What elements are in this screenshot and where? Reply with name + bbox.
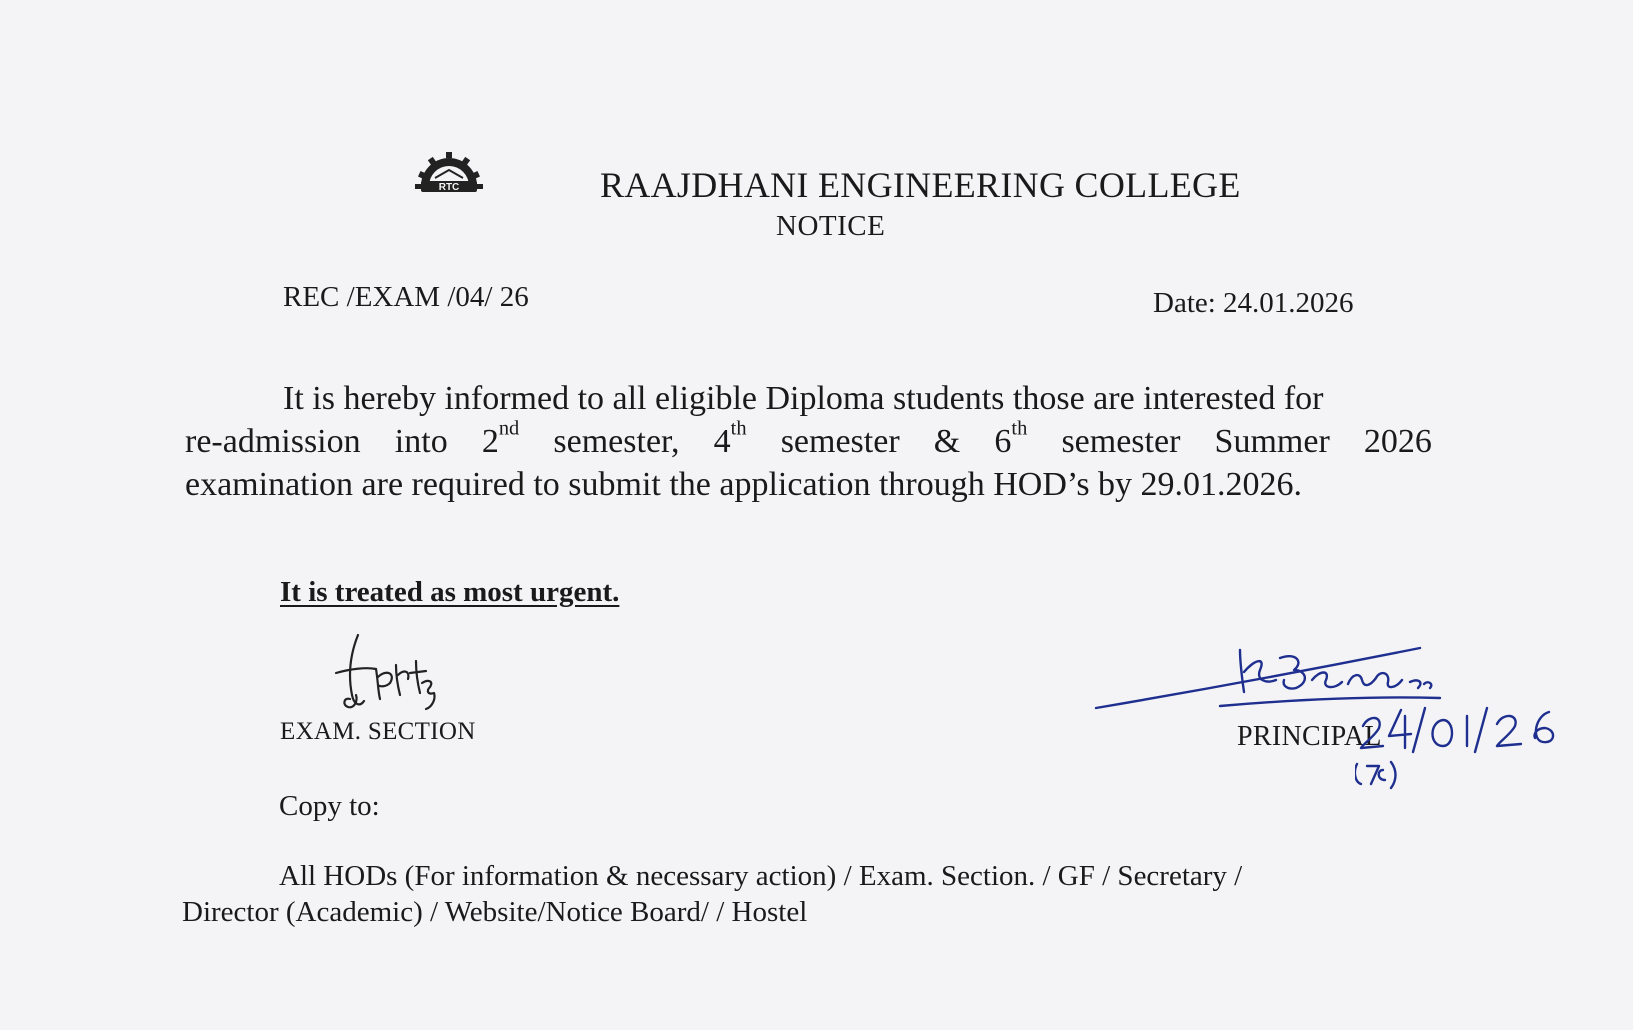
body-word: & [933, 423, 961, 460]
college-name: RAAJDHANI ENGINEERING COLLEGE [600, 165, 1241, 205]
body-line-1: It is hereby informed to all eligible Diploma students those are interested for [283, 380, 1324, 417]
notice-date: Date: 24.01.2026 [1153, 287, 1354, 319]
body-word: semester [1061, 423, 1181, 460]
urgent-note: It is treated as most urgent. [280, 576, 620, 608]
body-line-2 [185, 417, 1432, 463]
body-word: re-admission [185, 423, 361, 460]
distribution-line-1: All HODs (For information & necessary action) / Exam. Section. / GF / Secretary / [279, 860, 1243, 892]
body-word: into [394, 423, 448, 460]
body-word: 2026 [1363, 423, 1432, 460]
distribution-line-2: Director (Academic) / Website/Notice Board/ / Hostel [182, 896, 808, 928]
notice-title: NOTICE [776, 210, 886, 242]
body-word: semester [780, 423, 900, 460]
semester-4: 4th [713, 417, 747, 460]
semester-2: 2nd [481, 417, 520, 460]
exam-section-label: EXAM. SECTION [280, 718, 476, 745]
principal-label: PRINCIPAL [1237, 721, 1382, 752]
semester-6: 6th [994, 417, 1028, 460]
svg-text:RTC: RTC [438, 182, 460, 193]
principal-handwritten-date [1355, 700, 1585, 790]
distribution-list [182, 858, 1242, 930]
reference-number: REC /EXAM /04/ 26 [283, 281, 529, 313]
exam-section-signature [330, 625, 460, 725]
body-word: semester, [553, 423, 680, 460]
notice-body [185, 377, 1432, 506]
body-line-3: examination are required to submit the application through HOD’s by 29.01.2026. [185, 466, 1303, 503]
body-word: Summer [1214, 423, 1330, 460]
copy-to-label: Copy to: [279, 790, 380, 822]
